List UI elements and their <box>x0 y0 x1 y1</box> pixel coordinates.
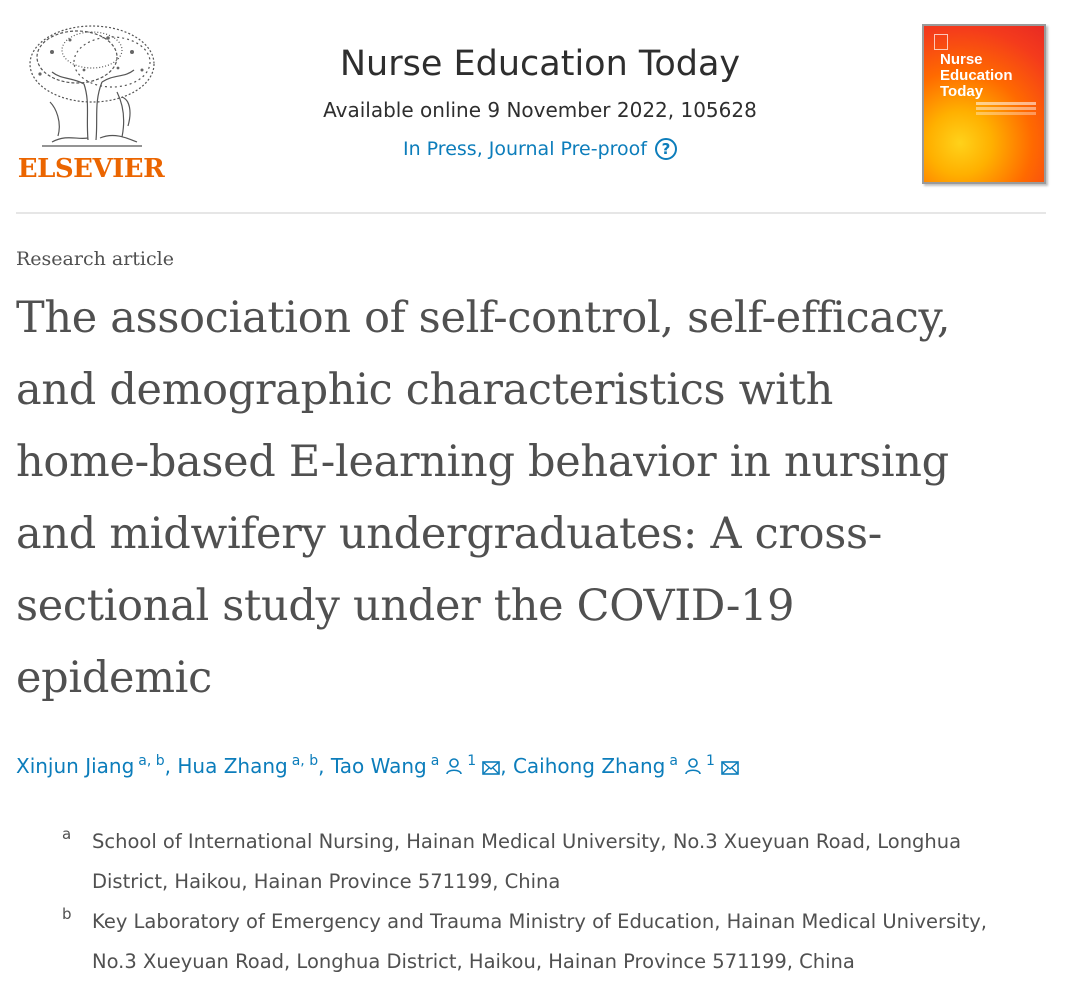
cover-logo-mark <box>934 34 948 50</box>
cover-title-line: Today <box>940 83 984 100</box>
author-footnote: 1 <box>467 753 477 769</box>
header-divider <box>16 212 1046 214</box>
person-icon[interactable] <box>684 757 702 775</box>
author-separator: , <box>164 754 178 778</box>
affiliation-list <box>62 822 1062 982</box>
author-name[interactable]: Caihong Zhang <box>512 754 666 778</box>
cover-title-line: Nurse <box>940 51 983 68</box>
author-item[interactable] <box>16 754 165 778</box>
affiliation-label: a <box>62 825 72 843</box>
title-line: epidemic <box>16 653 212 703</box>
cover-subtitle-lines <box>976 102 1036 105</box>
affiliation-line: No.3 Xueyuan Road, Longhua District, Haikou, Hainan Province 571199, China <box>92 950 855 973</box>
author-affiliation-marks: a <box>430 753 440 769</box>
author-list <box>16 744 1056 783</box>
affiliation-label: b <box>62 905 72 923</box>
title-line: sectional study under the COVID-19 <box>16 581 795 631</box>
affiliation-line: Key Laboratory of Emergency and Trauma Ministry of Education, Hainan Medical University, <box>92 910 987 933</box>
journal-title-link[interactable]: Nurse Education Today <box>339 44 741 84</box>
author-footnote: 1 <box>705 753 715 769</box>
author-separator: , <box>318 754 331 778</box>
author-item[interactable] <box>513 754 739 778</box>
title-line: and demographic characteristics with <box>16 365 833 415</box>
article-type: Research article <box>16 248 174 270</box>
author-name[interactable]: Tao Wang <box>330 754 427 778</box>
author-affiliation-marks: a, b <box>138 753 165 769</box>
mail-icon[interactable] <box>721 761 739 775</box>
journal-masthead <box>250 38 830 163</box>
author-name[interactable]: Xinjun Jiang <box>16 754 135 778</box>
article-header <box>0 0 1080 215</box>
publication-info: Available online 9 November 2022, 105628 <box>323 98 757 122</box>
affiliation-item <box>62 902 1062 982</box>
title-line: The association of self-control, self-efficacy, <box>16 293 951 343</box>
author-item[interactable] <box>177 754 318 778</box>
affiliation-line: School of International Nursing, Hainan Medical University, No.3 Xueyuan Road, Longhua <box>92 830 962 853</box>
question-circle-icon[interactable]: ? <box>655 138 677 160</box>
cover-title <box>940 52 1044 100</box>
cover-title-line: Education <box>940 67 1013 84</box>
mail-icon[interactable] <box>482 761 500 775</box>
elsevier-logo[interactable] <box>14 22 165 190</box>
author-item[interactable] <box>331 754 500 778</box>
article-title <box>16 282 1056 714</box>
author-affiliation-marks: a, b <box>291 753 319 769</box>
author-affiliation-marks: a <box>669 753 678 769</box>
author-separator: , <box>500 754 513 778</box>
article-status <box>250 135 830 163</box>
person-icon[interactable] <box>445 757 463 775</box>
title-line: and midwifery undergraduates: A cross- <box>16 509 882 559</box>
author-name[interactable]: Hua Zhang <box>177 754 288 778</box>
affiliation-line: District, Haikou, Hainan Province 571199, China <box>92 870 561 893</box>
title-line: home-based E-learning behavior in nursing <box>16 437 949 487</box>
elsevier-tree-icon <box>22 22 162 154</box>
affiliation-item <box>62 822 1062 902</box>
journal-cover-image[interactable] <box>922 24 1046 184</box>
status-label: In Press, Journal Pre-proof <box>403 138 647 160</box>
publisher-name: ELSEVIER <box>17 154 165 184</box>
